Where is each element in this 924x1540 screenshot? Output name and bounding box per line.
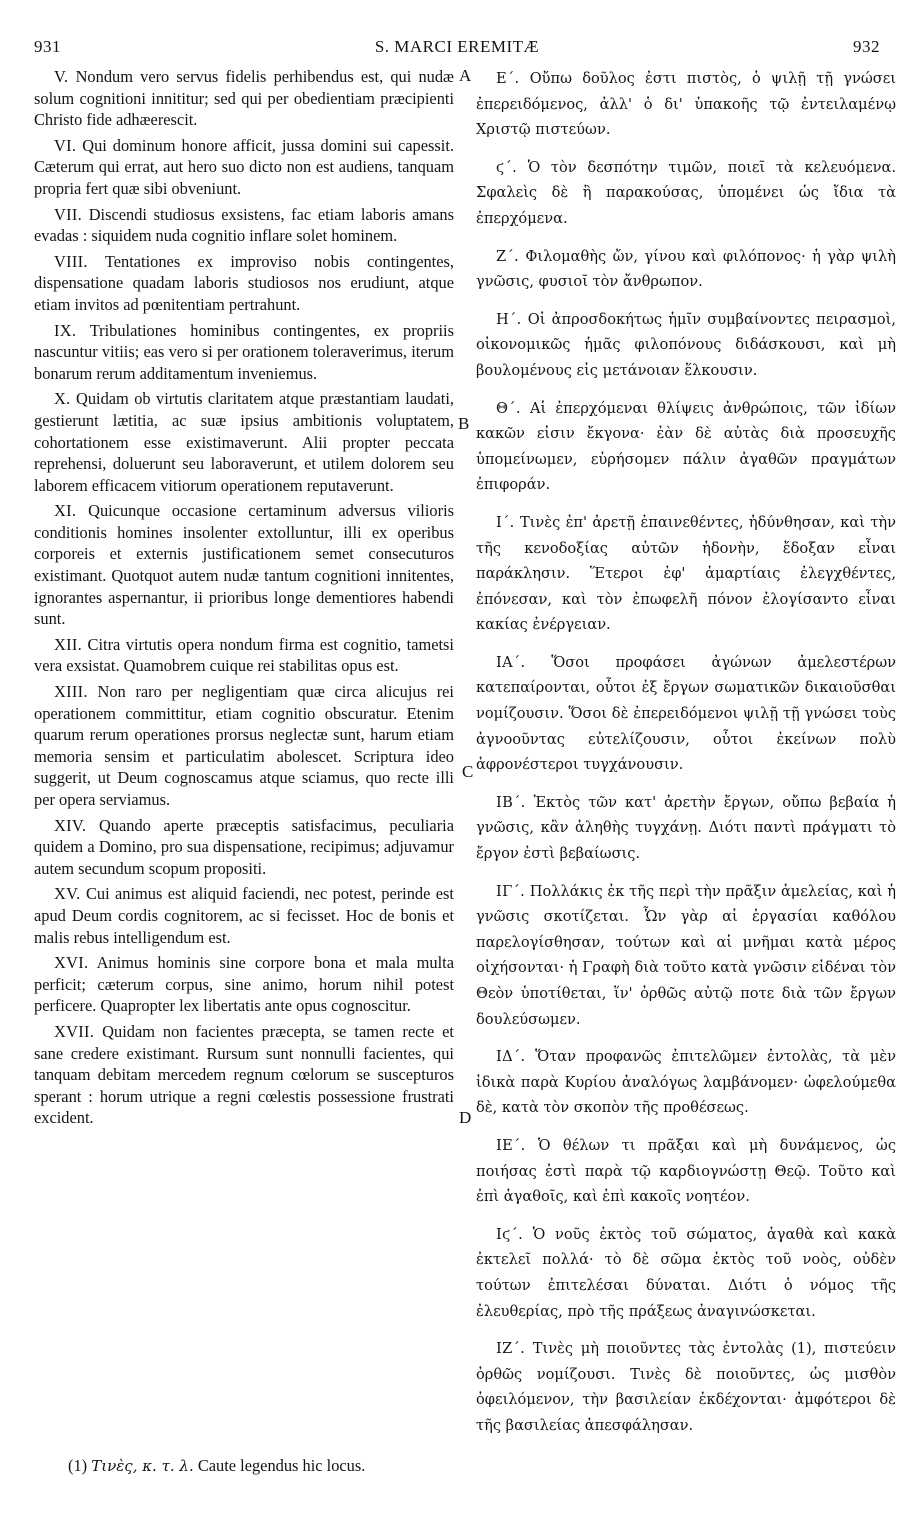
latin-chapter-7: [34, 204, 454, 247]
greek-chapter-11: [476, 650, 896, 778]
greek-chapter-5: [476, 66, 896, 143]
latin-chapter-12: [34, 634, 454, 677]
greek-chapter-14: [476, 1044, 896, 1121]
margin-marker-b: B: [458, 414, 470, 433]
greek-chapter-15: [476, 1133, 896, 1210]
greek-chapter-9: [476, 396, 896, 498]
footnote-mark: (1): [68, 1456, 88, 1475]
footnote: [68, 1456, 365, 1476]
chapter-text: Nondum vero servus fidelis perhibendus est, qui nudæ solum cognitioni innititur; sed qui per obedientiam præcipienti Christo fide adhæerescit.: [34, 67, 454, 130]
greek-chapter-12: [476, 790, 896, 867]
chapter-text: Tentationes ex improviso nobis contingentes, dispensatione quadam laboris studiosos nos erudiunt, atque etiam invitos ad pœnitentiam pertrahunt.: [34, 251, 454, 314]
chapter-number: XII.: [54, 634, 83, 654]
chapter-text: Ὅσοι προφάσει ἀγώνων ἀμελεστέρων κατεπαίρονται, οὗτοι ἐξ ἔργων σωματικῶν δικαιοῦσθαι νομίζουσιν. Ὅσοι δὲ ἐπερειδόμενοι ψιλῇ τῇ γνώσει τοὺς ἀγνοοῦντας εὐτελίζουσιν, οὗτοι ἐκείνων πολὺ ἀφρονέστεροι τυγχάνουσιν.: [476, 653, 897, 774]
chapter-text: Αἱ ἐπερχόμεναι θλίψεις ἀνθρώποις, τῶν ἰδίων κακῶν εἰσιν ἔκγονα· ἐὰν δὲ αὐτὰς διὰ προσευχῆς ὑπομείνωμεν, εὑρήσομεν πάλιν ἀγαθῶν πραγμάτων ἐπιφοράν.: [476, 399, 896, 494]
latin-chapter-13: [34, 681, 454, 811]
chapter-number: V.: [54, 67, 69, 86]
chapter-text: Qui dominum honore afficit, jussa domini sui capessit. Cæterum qui errat, aut hero suo dicto non est audiens, tanquam propria fert quæ sibi obveniunt.: [34, 135, 454, 198]
latin-column: [34, 66, 454, 1133]
latin-chapter-9: [34, 320, 454, 385]
chapter-text: Οἱ ἀπροσδοκήτως ἡμῖν συμβαίνοντες πειρασμοὶ, οἰκονομικῶς ἡμᾶς φιλοπόνους διδάσκουσι, καὶ μὴ βουλομένους εἰς μετάνοιαν ἕλκουσιν.: [476, 310, 896, 379]
chapter-number: VII.: [54, 204, 83, 224]
greek-column: [476, 66, 896, 1451]
chapter-text: Ὁ νοῦς ἐκτὸς τοῦ σώματος, ἀγαθὰ καὶ κακὰ ἐκτελεῖ πολλά· τὸ δὲ σῶμα ἐκτὸς τοῦ νοὸς, οὐδὲν τούτων ἐπιτελέσαι δύναται. Διότι ὁ νόμος τῆς ἐλευθερίας, πρὸ τῆς πράξεως ἀναγινώσκεται.: [476, 1225, 896, 1320]
chapter-text: Quicunque occasione certaminum adversus vilioris conditionis homines insolenter extolluntur, illi ex operibus corporeis et externis justificationem semet consecuturos existimant. Quotquot autem nudæ tantum cognitioni innitentes, ignorantes aspernantur, ii prioribus longe dementiores habendi sunt.: [34, 501, 454, 629]
chapter-text: Citra virtutis opera nondum firma est cognitio, tametsi vera exsistat. Quamobrem cuique rei stabilitas opus est.: [34, 634, 454, 676]
chapter-number: XV.: [54, 884, 81, 904]
latin-chapter-10: [34, 388, 454, 496]
chapter-number: ΙΕ΄.: [496, 1136, 526, 1154]
latin-chapter-6: [34, 135, 454, 200]
chapter-number: VI.: [54, 135, 77, 155]
chapter-number: Ε΄.: [496, 70, 520, 87]
chapter-text: Quidam non facientes præcepta, se tamen recte et sane credere existimant. Rursum sunt nonnulli facientes, qui tanquam debitam mercedem regnum cœlorum se suscepturos sperant : horum utrique a regni cœlestis possessione frustrati excident.: [34, 1021, 454, 1128]
greek-chapter-7: [476, 244, 896, 295]
margin-marker-d: D: [459, 1108, 472, 1127]
chapter-text: Φιλομαθὴς ὤν, γίνου καὶ φιλόπονος· ἡ γὰρ ψιλὴ γνῶσις, φυσιοῖ τὸν ἄνθρωπον.: [476, 247, 897, 291]
chapter-number: ϛ΄.: [496, 158, 518, 176]
chapter-text: Ἐκτὸς τῶν κατ' ἀρετὴν ἔργων, οὔπω βεβαία ἡ γνῶσις, κἂν ἀληθὴς τυγχάνῃ. Διότι παντὶ πράγματι τὸ ἔργον ἐστὶ βεβαίωσις.: [476, 793, 896, 863]
latin-chapter-14: [34, 815, 454, 880]
chapter-number: Θ΄.: [496, 399, 521, 417]
greek-chapter-17: [476, 1336, 896, 1438]
chapter-number: Ζ΄.: [496, 247, 519, 265]
page-number-right: 932: [853, 37, 880, 56]
greek-chapter-16: [476, 1222, 896, 1324]
chapter-text: Ὁ θέλων τι πρᾶξαι καὶ μὴ δυνάμενος, ὡς ποιήσας ἐστὶ παρὰ τῷ καρδιογνώστῃ Θεῷ. Τοῦτο καὶ ἐπὶ ἀγαθοῖς, καὶ ἐπὶ κακοῖς νοητέον.: [476, 1136, 897, 1206]
chapter-text: Discendi studiosus exsistens, fac etiam laboris amans evadas : siquidem nuda cognitio inflare solet hominem.: [34, 204, 454, 246]
latin-chapter-17: [34, 1021, 454, 1129]
chapter-text: Πολλάκις ἐκ τῆς περὶ τὴν πρᾶξιν ἀμελείας, καὶ ἡ γνῶσις σκοτίζεται. Ὧν γὰρ αἱ ἐργασίαι καθόλου παρελογίσθησαν, τούτων καὶ αἱ μνῆμαι κατὰ μέρος οἰχήσονται· ἡ Γραφὴ διὰ τοῦτο κατὰ γνῶσιν εἰδέναι τὸν Θεὸν ὑποτίθεται, ἵν' ὀρθῶς αὐτῷ ποτε διὰ τῶν ἔργων δουλεύσωμεν.: [476, 882, 897, 1028]
chapter-text: Τινὲς ἐπ' ἀρετῇ ἐπαινεθέντες, ἡδύνθησαν, καὶ τὴν τῆς κενοδοξίας αὐτῶν ἡδονὴν, ἔδοξαν εἶναι παράκλησιν. Ἕτεροι ἐφ' ἁμαρτίαις ἐλεγχθέντες, ἐπόνεσαν, καὶ τὸν ἐπωφελῆ πόνον ἐλογίσαντο εἶναι κακίας ἐνέργειαν.: [476, 513, 897, 634]
chapter-number: XIII.: [54, 682, 88, 702]
chapter-number: ΙΔ΄.: [496, 1048, 526, 1066]
latin-chapter-8: [34, 251, 454, 316]
chapter-text: Quando aperte præceptis satisfacimus, peculiaria quidem a Domino, pro sua dispensatione, recipimus; adjuvamur autem secundum scopum propositi.: [34, 815, 454, 878]
page-title: S. MARCI EREMITÆ: [374, 37, 540, 56]
chapter-number: ΙΓ΄.: [496, 882, 526, 900]
chapter-text: Tribulationes hominibus contingentes, ex propriis nascuntur vitiis; eas vero si per orationem toleraverimus, iterum bonarum rerum additamentum inveniemus.: [34, 320, 454, 383]
greek-chapter-13: [476, 879, 896, 1033]
chapter-text: Quidam ob virtutis claritatem atque præstantiam laudati, gestierunt lætitia, ac suæ ipsius ambitionis voluptatem, cohortationem esse existimaverunt. Alii propter peccata reprehensi, doluerunt seu laboraverunt, et utilem dolorem seu laborem efficacem vitiorum operationem reputaverunt.: [34, 389, 455, 495]
chapter-number: XIV.: [54, 815, 87, 835]
chapter-text: Οὔπω δοῦλος ἐστι πιστὸς, ὁ ψιλῇ τῇ γνώσει ἐπερειδόμενος, ἀλλ' ὁ δι' ὑπακοῆς τῷ ἐντειλαμένῳ Χριστῷ πιστεύων.: [476, 70, 896, 139]
chapter-number: XVI.: [54, 953, 89, 973]
page-number-left: 931: [34, 37, 61, 56]
chapter-number: XVII.: [54, 1021, 95, 1041]
margin-marker-a: A: [459, 66, 472, 85]
latin-chapter-16: [34, 952, 454, 1017]
chapter-text: Ὁ τὸν δεσπότην τιμῶν, ποιεῖ τὰ κελευόμενα. Σφαλεὶς δὲ ἢ παρακούσας, ὑπομένει ὡς ἴδια τὰ ἐπερχόμενα.: [476, 158, 897, 227]
chapter-number: Η΄.: [496, 310, 522, 328]
latin-chapter-5: [34, 66, 454, 131]
chapter-number: ΙΒ΄.: [496, 793, 526, 811]
running-header: [34, 37, 880, 61]
footnote-greek-lemma: Τινὲς, κ. τ. λ.: [91, 1457, 194, 1475]
footnote-text: Caute legendus hic locus.: [197, 1456, 366, 1475]
latin-chapter-15: [34, 883, 454, 948]
greek-chapter-8: [476, 307, 896, 384]
chapter-text: Cui animus est aliquid faciendi, nec potest, perinde est apud Deum cordis cognitorem, ac si fecisset. Hoc de bonis et malis rebus intelligendum est.: [34, 884, 454, 947]
chapter-text: Animus hominis sine corpore bona et mala multa perficit; cæterum corpus, sine animo, horum nihil potest perficere. Quapropter lex libertatis ante opus cognoscitur.: [34, 953, 454, 1016]
chapter-number: ΙΖ΄.: [496, 1340, 526, 1358]
chapter-number: VIII.: [54, 251, 88, 271]
greek-chapter-10: [476, 510, 896, 638]
chapter-text: Ὅταν προφανῶς ἐπιτελῶμεν ἐντολὰς, τὰ μὲν ἰδικὰ παρὰ Κυρίου ἀναλόγως λαμβάνομεν· ὠφελούμεθα δὲ, κατὰ τὸν σκοπὸν τῆς προθέσεως.: [476, 1048, 897, 1117]
margin-marker-c: C: [462, 762, 474, 781]
chapter-number: Ι΄.: [496, 513, 515, 531]
chapter-number: X.: [54, 389, 71, 409]
chapter-text: Τινὲς μὴ ποιοῦντες τὰς ἐντολὰς (1), πιστεύειν ὀρθῶς νομίζουσι. Τινὲς δὲ ποιοῦντες, ὡς μισθὸν ὀφειλόμενον, τὴν βασιλείαν ἐκδέχονται· ἀμφότεροι δὲ τῆς βασιλείας ἀπεσφάλησαν.: [476, 1340, 896, 1434]
chapter-text: Non raro per negligentiam quæ circa alicujus rei operationem committitur, etiam cognitio obscuratur. Etenim quarum rerum operationes prorsus neglectæ sunt, harum etiam memoria sensim et particulatim abolescet. Scriptura ideo suggerit, ut Deum cognoscamus atque sciamus, quo recte illi per opera serviamus.: [34, 682, 454, 809]
greek-chapter-6: [476, 155, 896, 232]
latin-chapter-11: [34, 500, 454, 630]
chapter-number: IX.: [54, 320, 77, 340]
chapter-number: Ιϛ΄.: [496, 1225, 524, 1243]
chapter-number: XI.: [54, 501, 77, 521]
chapter-number: ΙΑ΄.: [496, 653, 526, 671]
